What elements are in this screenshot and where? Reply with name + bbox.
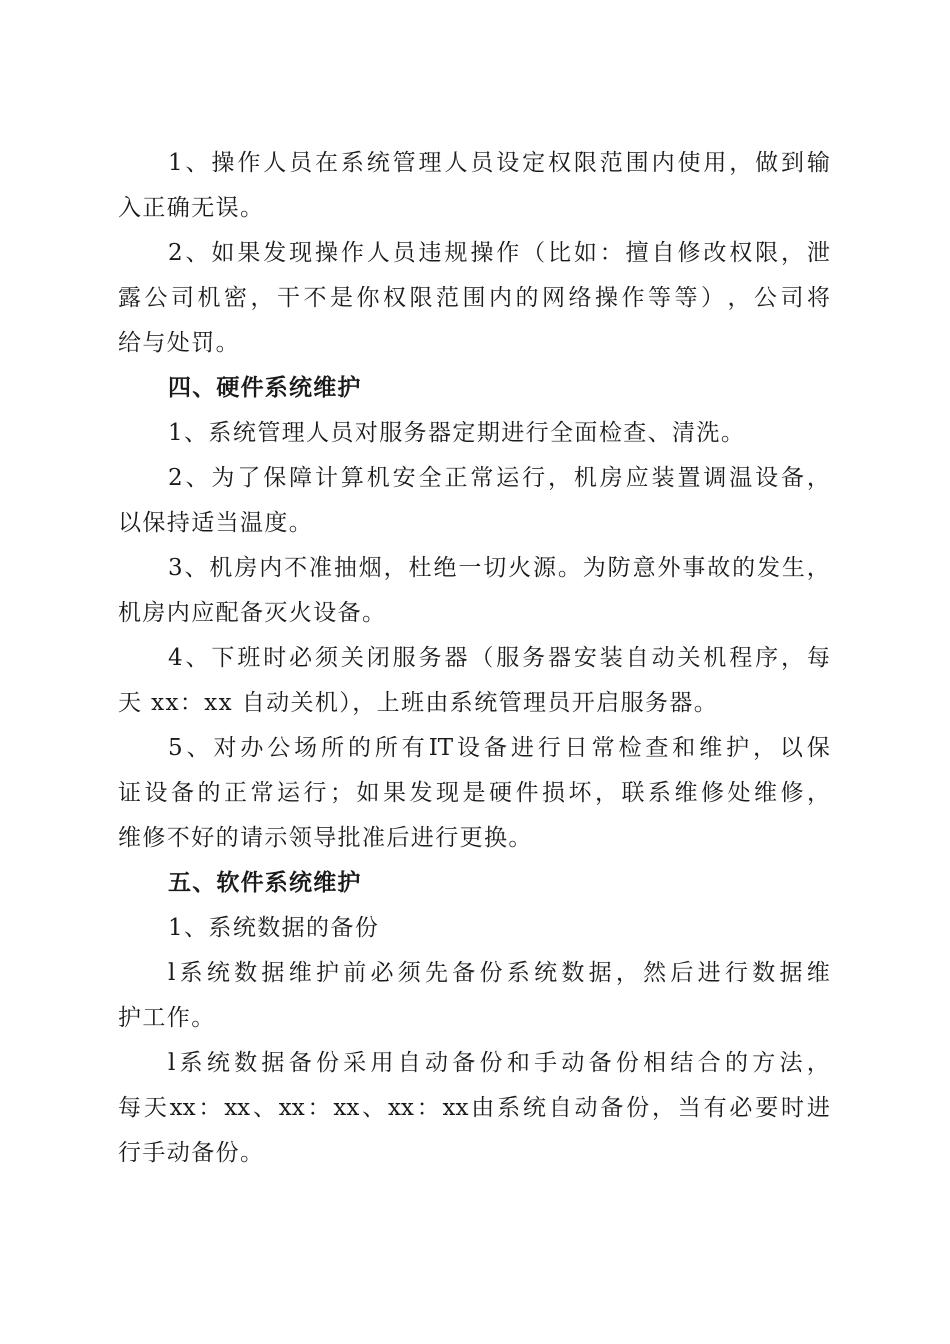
- text-line: 每 天 xx ： xx 、 xx ： xx 、 xx ： xx 由 系 统 自 动 备 份 ， 当 有 必 要 时 进: [118, 1095, 830, 1121]
- text-line: 天 xx：xx 自动关机），上班由系统管理员开启服务器。: [118, 690, 719, 716]
- text-line: l 系 统 数 据 备 份 采 用 自 动 备 份 和 手 动 备 份 相 结 合 的 方 法 ，: [168, 1050, 830, 1076]
- text-line: 证 设 备 的 正 常 运 行 ； 如 果 发 现 是 硬 件 损 坏 ， 联 系 维 修 处 维 修 ，: [118, 780, 830, 806]
- text-line: 入正确无误。: [118, 195, 265, 221]
- text-line: 1 、 操 作 人 员 在 系 统 管 理 人 员 设 定 权 限 范 围 内 使 用 ， 做 到 输: [168, 150, 830, 176]
- text-line: 维修不好的请示领导批准后进行更换。: [118, 825, 533, 851]
- text-line: 护工作。: [118, 1005, 216, 1031]
- text-line: 露 公 司 机 密 ， 干 不 是 你 权 限 范 围 内 的 网 络 操 作 等 等 ） ， 公 司 将: [118, 285, 830, 311]
- text-line: 1、系统数据的备份: [168, 915, 380, 941]
- text-line: 2 、 为 了 保 障 计 算 机 安 全 正 常 运 行 ， 机 房 应 装 置 调 温 设 备 ，: [168, 465, 830, 491]
- text-line: 行手动备份。: [118, 1140, 265, 1166]
- section-heading: 四、硬件系统维护: [168, 375, 362, 401]
- text-line: 机房内应配备灭火设备。: [118, 600, 387, 626]
- text-line: 3 、 机 房 内 不 准 抽 烟 ， 杜 绝 一 切 火 源 。 为 防 意 外 事 故 的 发 生 ，: [168, 555, 830, 581]
- text-line: 1、系统管理人员对服务器定期进行全面检查、清洗。: [168, 420, 746, 446]
- text-line: 5 、 对 办 公 场 所 的 所 有 IT 设 备 进 行 日 常 检 查 和 维 护 ， 以 保: [168, 735, 830, 761]
- section-heading: 五、软件系统维护: [168, 870, 362, 896]
- text-line: 4 、 下 班 时 必 须 关 闭 服 务 器 （ 服 务 器 安 装 自 动 关 机 程 序 ， 每: [168, 645, 830, 671]
- text-line: 给与处罚。: [118, 330, 240, 356]
- text-line: l 系 统 数 据 维 护 前 必 须 先 备 份 系 统 数 据 ， 然 后 进 行 数 据 维: [168, 960, 830, 986]
- document-body: [118, 141, 830, 1176]
- text-line: 2 、 如 果 发 现 操 作 人 员 违 规 操 作 （ 比 如 ： 擅 自 修 改 权 限 ， 泄: [168, 240, 830, 266]
- text-line: 以保持适当温度。: [118, 510, 314, 536]
